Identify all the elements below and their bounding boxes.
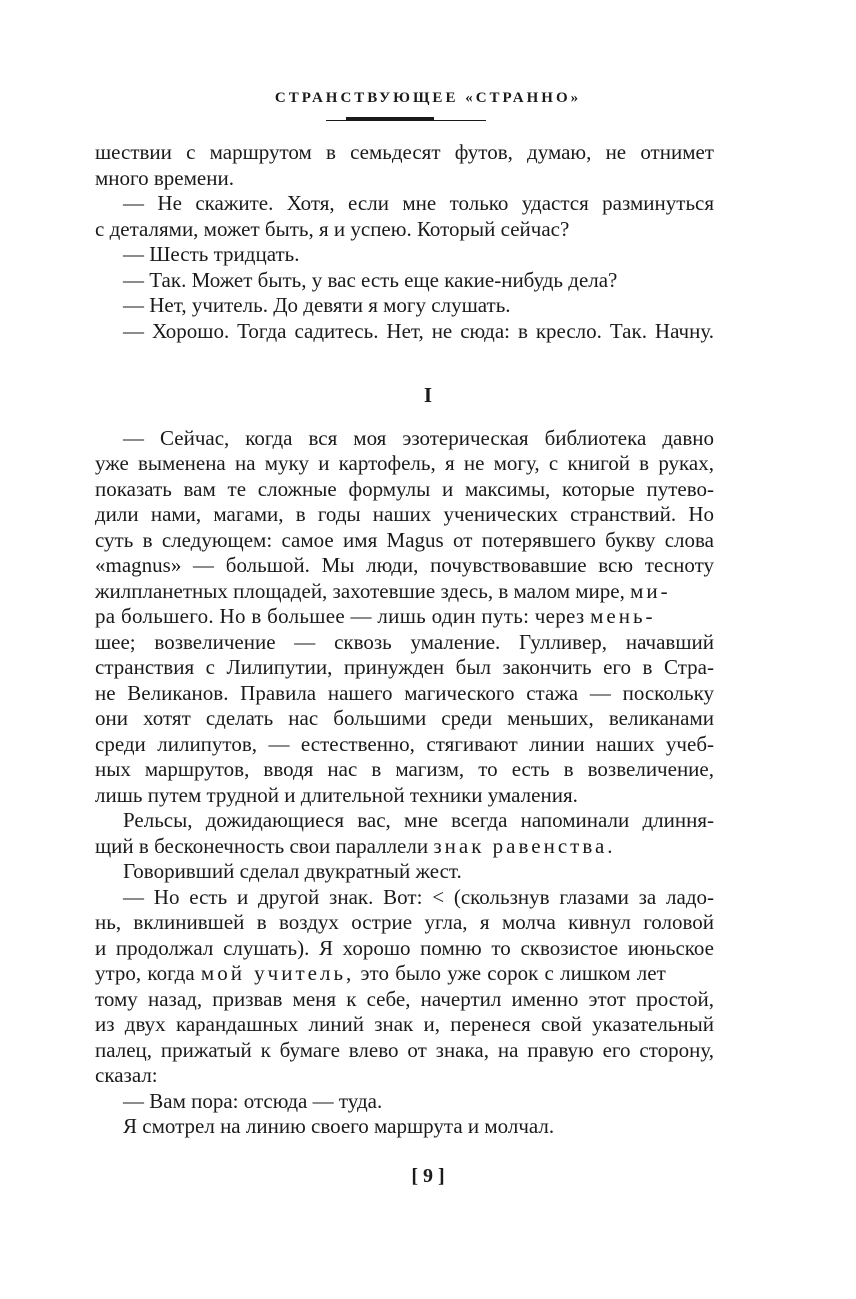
text-line: много времени. — [95, 166, 234, 190]
text-line: ных маршрутов, вводя нас в магизм, то есть в возвеличение, — [95, 757, 714, 781]
text-line — [95, 834, 714, 860]
spaced-fragment: ми- — [630, 579, 671, 603]
text-line: они хотят сделать нас большими среди меньших, великанами — [95, 706, 714, 730]
text-line: странствия с Лилипутии, принужден был закончить его в Стра- — [95, 655, 714, 679]
text-line: шествии с маршрутом в семьдесят футов, думаю, не отнимет — [95, 140, 714, 164]
text-line: — Сейчас, когда вся моя эзотерическая библиотека давно — [123, 426, 714, 450]
header-rule-thin — [326, 120, 486, 121]
text-line: лишь путем трудной и длительной техники умаления. — [95, 783, 578, 807]
text-line — [95, 579, 714, 605]
text-fragment: утро, когда — [95, 961, 195, 985]
running-head: СТРАНСТВУЮЩЕЕ «СТРАННО» — [274, 90, 582, 106]
text-fragment: это было уже сорок с лишком лет — [360, 961, 666, 985]
text-line: дили нами, магами, в годы наших ученических странствий. Но — [95, 502, 714, 526]
text-line: Говоривший сделал двукратный жест. — [123, 859, 462, 883]
text-line: нь, вклинившей в воздух острие угла, я молча кивнул головой — [95, 910, 714, 934]
text-line: — Шесть тридцать. — [123, 242, 300, 266]
text-line: Я смотрел на линию своего маршрута и молчал. — [123, 1114, 555, 1138]
text-line: — Хорошо. Тогда садитесь. Нет, не сюда: в кресло. Так. Начну. — [123, 319, 714, 343]
text-line: — Но есть и другой знак. Вот: < (скользнув глазами за ладо- — [123, 885, 714, 909]
text-line: среди лилипутов, — естественно, стягивают линии наших учеб- — [95, 732, 714, 756]
text-line: сказал: — [95, 1063, 158, 1087]
spaced-fragment: мой учитель, — [200, 961, 355, 985]
text-line: Рельсы, дожидающиеся вас, мне всегда напоминали длиння- — [123, 808, 714, 832]
text-fragment: ра большего. Но в большее — лишь один путь: через — [95, 604, 585, 628]
text-line — [95, 604, 714, 630]
page-number: [ 9 ] — [411, 1165, 445, 1187]
text-line: — Так. Может быть, у вас есть еще какие-нибудь дела? — [123, 268, 618, 292]
spaced-fragment: мень- — [590, 604, 656, 628]
spaced-fragment: знак равенства. — [433, 834, 616, 858]
text-line: тому назад, призвав меня к себе, начертил именно этот простой, — [95, 987, 714, 1011]
text-line: — Вам пора: отсюда — туда. — [123, 1089, 383, 1113]
text-line: показать вам те сложные формулы и максимы, которые путево- — [95, 477, 714, 501]
text-line: — Нет, учитель. До девяти я могу слушать. — [123, 293, 511, 317]
text-fragment: жилпланетных площадей, захотевшие здесь, в малом мире, — [95, 579, 625, 603]
chapter-number: I — [423, 383, 433, 407]
text-line: «magnus» — большой. Мы люди, почувствовавшие всю тесноту — [95, 553, 714, 577]
text-line: уже выменена на муку и картофель, я не могу, с книгой в руках, — [95, 451, 714, 475]
text-line: не Великанов. Правила нашего магического стажа — поскольку — [95, 681, 714, 705]
text-line: палец, прижатый к бумаге влево от знака, на правую его сторону, — [95, 1038, 714, 1062]
text-line — [95, 961, 714, 987]
text-line: шее; возвеличение — сквозь умаление. Гулливер, начавший — [95, 630, 714, 654]
text-line: и продолжал слушать). Я хорошо помню то сквозистое июньское — [95, 936, 714, 960]
text-line: — Не скажите. Хотя, если мне только удастся разминуться — [123, 191, 714, 215]
text-line: из двух карандашных линий знак и, перенеся свой указательный — [95, 1012, 714, 1036]
text-line: суть в следующем: самое имя Magus от потерявшего букву слова — [95, 528, 714, 552]
text-fragment: щий в бесконечность свои параллели — [95, 834, 429, 858]
text-line: с деталями, может быть, я и успею. Который сейчас? — [95, 217, 570, 241]
